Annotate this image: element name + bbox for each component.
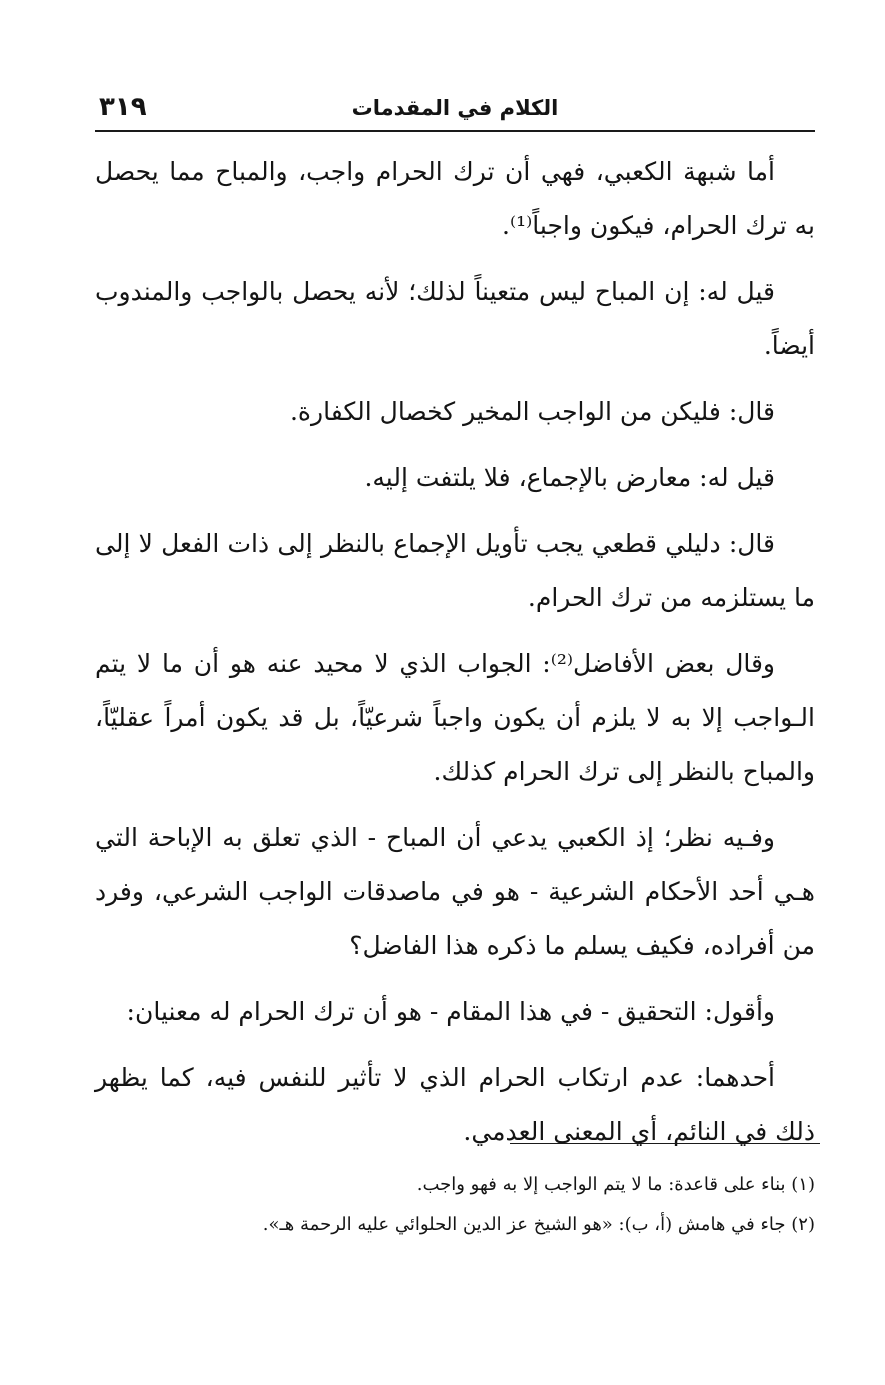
footnotes: [95, 1165, 815, 1245]
paragraph: وأقول: التحقيق - في هذا المقام - هو أن ترك الحرام له معنيان:: [126, 997, 775, 1026]
footnote-divider: [510, 1143, 820, 1144]
paragraph: قال: دليلي قطعي يجب تأويل الإجماع بالنظر إلى ذات الفعل لا إلى ما يستلزمه من ترك الحرام.: [95, 529, 815, 612]
main-text: [95, 145, 815, 1171]
paragraph: قال: فليكن من الواجب المخير كخصال الكفارة.: [289, 397, 775, 426]
page-number: ٣١٩: [99, 92, 147, 122]
paragraph: وفـيه نظر؛ إذ الكعبي يدعي أن المباح - الذي تعلق به الإباحة التي هـي أحد الأحكام الشرعية - هو في ماصدقات الواجب الشرعي، وفرد من أفراده، فكيف يسلم ما ذكره هذا الفاضل؟: [95, 823, 815, 960]
footnote: (٢) جاء في هامش (أ، ب): «هو الشيخ عز الدين الحلوائي عليه الرحمة هـ».: [262, 1214, 815, 1235]
footnote: (١) بناء على قاعدة: ما لا يتم الواجب إلا به فهو واجب.: [416, 1174, 815, 1195]
paragraph: وقال بعض الأفاضل⁽²⁾: الجواب الذي لا محيد عنه هو أن ما لا يتم الـواجب إلا به لا يلزم أن يكون واجباً شرعيّاً، بل قد يكون أمراً عقليّاً، والمباح بالنظر إلى ترك الحرام كذلك.: [95, 649, 815, 786]
paragraph: قيل له: إن المباح ليس متعيناً لذلك؛ لأنه يحصل بالواجب والمندوب أيضاً.: [95, 277, 815, 360]
paragraph: قيل له: معارض بالإجماع، فلا يلتفت إليه.: [364, 463, 775, 492]
paragraph: أما شبهة الكعبي، فهي أن ترك الحرام واجب، والمباح مما يحصل به ترك الحرام، فيكون واجباً⁽¹⁾.: [95, 157, 815, 240]
page-header: [95, 86, 815, 132]
running-title: الكلام في المقدمات: [351, 96, 559, 120]
paragraph: أحدهما: عدم ارتكاب الحرام الذي لا تأثير للنفس فيه، كما يظهر ذلك في النائم، أي المعنى العدمي.: [95, 1063, 815, 1146]
